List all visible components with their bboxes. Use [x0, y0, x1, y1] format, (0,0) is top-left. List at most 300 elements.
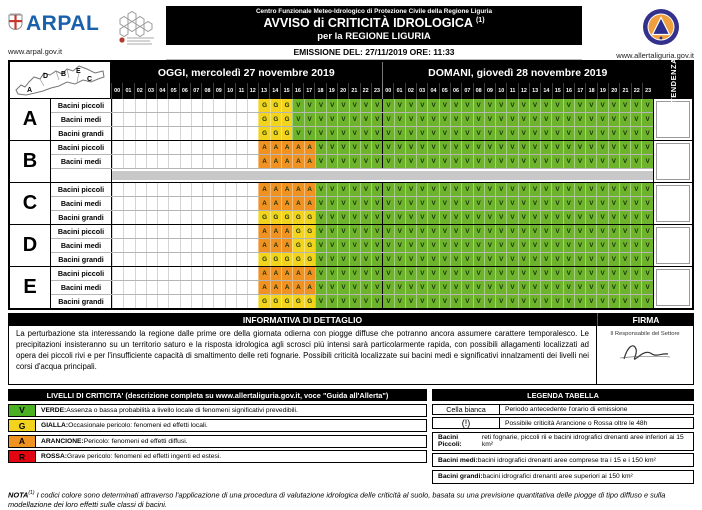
criticality-cell: V	[596, 225, 607, 238]
basin-label: Bacini medi	[51, 155, 112, 168]
criticality-cell: V	[315, 225, 326, 238]
criticality-cell: V	[382, 183, 393, 196]
criticality-cell	[236, 253, 247, 266]
criticality-cell: V	[450, 99, 461, 112]
criticality-cell: V	[394, 127, 405, 140]
criticality-cell	[146, 253, 157, 266]
criticality-cell: G	[281, 295, 292, 308]
level-swatch-R: R	[8, 450, 36, 463]
criticality-cell: V	[585, 253, 596, 266]
criticality-cell: V	[315, 141, 326, 154]
criticality-cell	[180, 183, 191, 196]
criticality-cell: V	[371, 267, 382, 280]
criticality-cell: V	[405, 155, 416, 168]
criticality-cell: V	[506, 155, 517, 168]
hour-domani-21: 21	[619, 83, 630, 99]
nota-sup: (1)	[28, 489, 35, 496]
criticality-cell	[247, 267, 258, 280]
level-row-R	[8, 450, 427, 463]
criticality-cell: V	[473, 99, 484, 112]
criticality-cell: V	[641, 127, 652, 140]
criticality-cell	[213, 113, 224, 126]
criticality-cell: V	[563, 295, 574, 308]
criticality-cell	[236, 281, 247, 294]
basin-cells	[112, 267, 653, 280]
criticality-cell: V	[315, 267, 326, 280]
criticality-cell: V	[540, 113, 551, 126]
criticality-cell: A	[304, 197, 315, 210]
criticality-cell: V	[405, 99, 416, 112]
criticality-cell	[135, 281, 146, 294]
criticality-cell: V	[585, 281, 596, 294]
criticality-cell: V	[450, 295, 461, 308]
criticality-cell	[112, 197, 123, 210]
criticality-cell: G	[304, 253, 315, 266]
criticality-cell	[191, 225, 202, 238]
criticality-cell: V	[427, 197, 438, 210]
criticality-cell: V	[382, 127, 393, 140]
criticality-cell: V	[484, 113, 495, 126]
criticality-cell	[157, 155, 168, 168]
basin-definition: bacini idrografici drenanti aree comprese tra i 15 e i 150 km²	[477, 456, 656, 464]
criticality-cell: G	[258, 211, 269, 224]
criticality-cell: V	[563, 141, 574, 154]
criticality-cell	[168, 197, 179, 210]
criticality-cell: V	[596, 99, 607, 112]
criticality-cell: V	[371, 155, 382, 168]
zone-E	[10, 266, 692, 308]
criticality-cell	[247, 183, 258, 196]
criticality-cell: V	[608, 281, 619, 294]
hour-domani-07: 07	[461, 83, 472, 99]
criticality-cell	[191, 211, 202, 224]
criticality-cell: V	[405, 225, 416, 238]
criticality-cell	[191, 155, 202, 168]
criticality-cell: V	[304, 127, 315, 140]
criticality-cell	[191, 113, 202, 126]
basin-term: Bacini medi:	[438, 456, 478, 464]
criticality-cell: A	[304, 141, 315, 154]
criticality-cell: V	[574, 197, 585, 210]
criticality-cell: V	[439, 281, 450, 294]
criticality-cell: V	[326, 155, 337, 168]
criticality-cell: V	[382, 113, 393, 126]
criticality-cell: V	[495, 239, 506, 252]
criticality-cell: A	[281, 225, 292, 238]
title-line3: per la REGIONE LIGURIA	[317, 30, 431, 42]
criticality-cell: V	[461, 253, 472, 266]
criticality-cell: V	[371, 239, 382, 252]
criticality-cell	[157, 211, 168, 224]
criticality-cell: G	[258, 99, 269, 112]
criticality-cell: V	[360, 113, 371, 126]
hour-oggi-15: 15	[280, 83, 291, 99]
criticality-cell: V	[529, 113, 540, 126]
criticality-cell: V	[585, 225, 596, 238]
criticality-cell: V	[529, 239, 540, 252]
criticality-cell: V	[394, 267, 405, 280]
basin-label: Bacini medi	[51, 197, 112, 210]
criticality-cell: V	[416, 127, 427, 140]
criticality-cell	[123, 281, 134, 294]
criticality-cell: V	[371, 295, 382, 308]
criticality-cell: V	[563, 113, 574, 126]
criticality-cell: G	[270, 99, 281, 112]
criticality-cell: V	[315, 197, 326, 210]
basin-row	[51, 238, 653, 252]
criticality-cell	[236, 197, 247, 210]
criticality-cell: V	[326, 295, 337, 308]
level-description: GIALLA: Occasionale pericolo: fenomeni ed effetti locali.	[36, 419, 427, 432]
hour-oggi-20: 20	[337, 83, 348, 99]
criticality-cell: V	[540, 295, 551, 308]
day-domani: DOMANI, giovedì 28 novembre 2019	[382, 62, 654, 83]
hour-oggi-12: 12	[247, 83, 258, 99]
criticality-cell	[135, 267, 146, 280]
criticality-cell: A	[281, 239, 292, 252]
criticality-cell	[146, 183, 157, 196]
criticality-cell: V	[337, 281, 348, 294]
criticality-cell	[191, 281, 202, 294]
hour-oggi-11: 11	[235, 83, 246, 99]
criticality-cell	[213, 197, 224, 210]
criticality-cell	[123, 183, 134, 196]
criticality-cell	[191, 239, 202, 252]
criticality-cell: G	[292, 253, 303, 266]
criticality-cell	[135, 155, 146, 168]
criticality-cell: V	[326, 253, 337, 266]
basin-cells	[112, 197, 653, 210]
basin-row	[51, 225, 653, 238]
criticality-cell: V	[382, 295, 393, 308]
informativa-section	[8, 313, 694, 385]
criticality-cell	[180, 113, 191, 126]
hour-oggi-18: 18	[314, 83, 325, 99]
no-basin-band	[112, 171, 653, 180]
criticality-cell: V	[416, 281, 427, 294]
tendenza-box	[656, 269, 690, 306]
criticality-cell: G	[281, 99, 292, 112]
criticality-cell	[180, 281, 191, 294]
zone-basin-rows	[51, 183, 653, 224]
criticality-cell: V	[405, 281, 416, 294]
zone-A	[10, 99, 692, 140]
basin-row	[51, 183, 653, 196]
hour-oggi-22: 22	[360, 83, 371, 99]
criticality-cell: V	[563, 197, 574, 210]
criticality-cell	[213, 253, 224, 266]
criticality-cell: V	[371, 113, 382, 126]
criticality-cell: V	[304, 113, 315, 126]
legend-kv-row	[432, 417, 694, 429]
criticality-cell: V	[461, 183, 472, 196]
basin-definition-row	[432, 470, 694, 484]
criticality-cell	[236, 295, 247, 308]
nota-footnote	[8, 490, 694, 510]
level-description: ARANCIONE: Pericolo: fenomeni ed effetti diffusi.	[36, 435, 427, 448]
hour-oggi-16: 16	[292, 83, 303, 99]
criticality-cell: V	[540, 267, 551, 280]
criticality-cell: A	[258, 225, 269, 238]
criticality-cell	[247, 127, 258, 140]
criticality-cell	[202, 295, 213, 308]
criticality-cell: V	[641, 267, 652, 280]
criticality-cell: V	[337, 155, 348, 168]
criticality-cell: V	[439, 183, 450, 196]
criticality-cell: V	[473, 281, 484, 294]
criticality-cell	[191, 127, 202, 140]
criticality-cell: V	[473, 113, 484, 126]
criticality-cell: V	[551, 141, 562, 154]
criticality-cell: V	[394, 183, 405, 196]
criticality-cell: V	[484, 141, 495, 154]
criticality-cell: V	[360, 197, 371, 210]
criticality-cell: V	[529, 99, 540, 112]
criticality-cell	[146, 197, 157, 210]
criticality-cell: A	[292, 267, 303, 280]
criticality-cell: V	[371, 225, 382, 238]
criticality-cell: V	[608, 197, 619, 210]
criticality-cell	[123, 239, 134, 252]
criticality-cell: V	[608, 239, 619, 252]
criticality-cell: V	[585, 295, 596, 308]
criticality-cell: V	[427, 211, 438, 224]
criticality-cell	[236, 113, 247, 126]
criticality-cell: V	[371, 141, 382, 154]
criticality-cell: V	[461, 211, 472, 224]
level-row-A	[8, 435, 427, 448]
hour-domani-11: 11	[506, 83, 517, 99]
informativa-title: INFORMATIVA DI DETTAGLIO	[8, 313, 597, 326]
criticality-cell: V	[596, 211, 607, 224]
criticality-cell: V	[641, 183, 652, 196]
title-line1: Centro Funzionale Meteo-Idrologico di Protezione Civile della Regione Liguria	[255, 8, 493, 15]
criticality-cell: V	[484, 239, 495, 252]
criticality-cell: V	[473, 225, 484, 238]
arpal-shield-icon	[8, 13, 23, 35]
criticality-cell	[236, 225, 247, 238]
criticality-cell	[157, 183, 168, 196]
criticality-cell: V	[337, 253, 348, 266]
criticality-cell: V	[585, 99, 596, 112]
criticality-cell: A	[281, 281, 292, 294]
tendenza-box	[656, 101, 690, 138]
criticality-cell: G	[304, 211, 315, 224]
criticality-cell: V	[551, 267, 562, 280]
criticality-cell: V	[518, 155, 529, 168]
criticality-cell: V	[416, 183, 427, 196]
criticality-cell: V	[563, 183, 574, 196]
criticality-cell	[202, 113, 213, 126]
arpal-block	[8, 6, 108, 58]
criticality-cell: A	[258, 281, 269, 294]
criticality-cell: G	[270, 113, 281, 126]
criticality-cell: V	[563, 267, 574, 280]
criticality-cell: V	[563, 155, 574, 168]
criticality-cell: V	[439, 155, 450, 168]
criticality-cell	[135, 113, 146, 126]
criticality-cell: V	[551, 211, 562, 224]
criticality-cell: V	[405, 253, 416, 266]
level-swatch-V: V	[8, 404, 36, 417]
criticality-cell: V	[608, 253, 619, 266]
criticality-cell	[112, 141, 123, 154]
criticality-cell: V	[326, 197, 337, 210]
criticality-cell: V	[630, 239, 641, 252]
criticality-cell: V	[450, 281, 461, 294]
criticality-cell: V	[382, 211, 393, 224]
firma-box	[597, 326, 694, 385]
criticality-cell: V	[506, 99, 517, 112]
criticality-cell: V	[473, 267, 484, 280]
criticality-cell: V	[641, 239, 652, 252]
criticality-cell: V	[630, 295, 641, 308]
criticality-cell: V	[563, 127, 574, 140]
criticality-cell: A	[258, 239, 269, 252]
criticality-cell: V	[292, 113, 303, 126]
criticality-cell: G	[292, 295, 303, 308]
basin-cells	[112, 281, 653, 294]
criticality-cell: V	[619, 211, 630, 224]
criticality-cell: V	[461, 113, 472, 126]
criticality-cell: V	[326, 183, 337, 196]
criticality-cell	[135, 211, 146, 224]
criticality-levels-legend	[8, 389, 427, 484]
criticality-cell	[202, 99, 213, 112]
basin-cells	[112, 155, 653, 168]
criticality-cell: A	[281, 155, 292, 168]
zone-D	[10, 224, 692, 266]
criticality-cell	[123, 211, 134, 224]
criticality-cell: V	[394, 141, 405, 154]
criticality-cell: V	[619, 239, 630, 252]
tendenza-box	[656, 185, 690, 222]
criticality-cell	[112, 211, 123, 224]
criticality-cell: V	[360, 141, 371, 154]
criticality-cell: V	[461, 127, 472, 140]
criticality-cell	[112, 99, 123, 112]
criticality-cell: V	[337, 211, 348, 224]
criticality-cell	[112, 113, 123, 126]
criticality-cell	[225, 127, 236, 140]
protezione-civile-block	[582, 6, 694, 58]
criticality-cell	[123, 113, 134, 126]
criticality-cell	[191, 183, 202, 196]
criticality-cell	[225, 155, 236, 168]
criticality-cell: V	[495, 155, 506, 168]
hour-domani-09: 09	[484, 83, 495, 99]
criticality-cell: V	[360, 281, 371, 294]
criticality-cell: V	[382, 281, 393, 294]
criticality-cell: G	[281, 253, 292, 266]
hour-oggi-23: 23	[371, 83, 382, 99]
criticality-cell: V	[450, 155, 461, 168]
criticality-cell: V	[630, 211, 641, 224]
criticality-cell: V	[608, 295, 619, 308]
criticality-cell: V	[563, 99, 574, 112]
hour-oggi-14: 14	[269, 83, 280, 99]
basin-label: Bacini medi	[51, 113, 112, 126]
criticality-cell: V	[450, 197, 461, 210]
criticality-cell	[157, 141, 168, 154]
criticality-cell	[191, 99, 202, 112]
criticality-cell: V	[518, 295, 529, 308]
criticality-cell	[202, 141, 213, 154]
criticality-cell	[202, 127, 213, 140]
criticality-cell	[180, 239, 191, 252]
criticality-cell: V	[619, 267, 630, 280]
criticality-cell: G	[258, 127, 269, 140]
criticality-cell: V	[405, 141, 416, 154]
level-row-V	[8, 404, 427, 417]
criticality-cell: V	[630, 99, 641, 112]
day-row	[111, 62, 653, 83]
criticality-cell: V	[439, 253, 450, 266]
hour-domani-12: 12	[518, 83, 529, 99]
zone-letter-C: C	[10, 183, 51, 224]
criticality-cell: V	[529, 253, 540, 266]
criticality-cell: V	[427, 113, 438, 126]
criticality-cell: V	[427, 295, 438, 308]
zone-letter-A: A	[10, 99, 51, 140]
legend-value: Periodo antecedente l'orario di emissione	[500, 404, 694, 415]
criticality-cell: V	[349, 141, 360, 154]
criticality-cell: V	[641, 113, 652, 126]
criticality-cell: A	[258, 267, 269, 280]
criticality-cell	[202, 211, 213, 224]
criticality-cell	[123, 127, 134, 140]
criticality-cell: V	[439, 211, 450, 224]
criticality-cell: V	[349, 197, 360, 210]
criticality-cell	[157, 253, 168, 266]
criticality-cell: V	[405, 183, 416, 196]
hour-oggi-00: 00	[111, 83, 122, 99]
table-legend-keyvalue	[432, 404, 694, 430]
criticality-cell: V	[619, 113, 630, 126]
zone-letter-E: E	[10, 267, 51, 308]
criticality-cell: V	[405, 211, 416, 224]
criticality-cell: V	[608, 141, 619, 154]
basin-cells	[112, 141, 653, 154]
criticality-cell: V	[608, 211, 619, 224]
hour-domani-04: 04	[427, 83, 438, 99]
criticality-cell: V	[585, 183, 596, 196]
criticality-cell: V	[427, 99, 438, 112]
criticality-cell: V	[619, 127, 630, 140]
legend-kv-row	[432, 404, 694, 415]
criticality-cell	[168, 239, 179, 252]
criticality-cell: V	[641, 197, 652, 210]
criticality-cell: G	[258, 113, 269, 126]
criticality-cell: A	[292, 281, 303, 294]
hour-oggi-13: 13	[258, 83, 269, 99]
criticality-cell	[157, 239, 168, 252]
criticality-cell: V	[315, 239, 326, 252]
criticality-cell: V	[630, 267, 641, 280]
arpal-wordmark: ARPAL	[26, 12, 100, 35]
map-zone-b: B	[61, 70, 67, 78]
criticality-cell: V	[484, 267, 495, 280]
basin-row	[51, 280, 653, 294]
criticality-cell: V	[394, 253, 405, 266]
criticality-cell: V	[518, 127, 529, 140]
criticality-cell	[236, 141, 247, 154]
criticality-cell: V	[360, 211, 371, 224]
level-row-G	[8, 419, 427, 432]
criticality-cell: V	[416, 197, 427, 210]
criticality-cell: V	[506, 113, 517, 126]
criticality-cell: V	[484, 155, 495, 168]
